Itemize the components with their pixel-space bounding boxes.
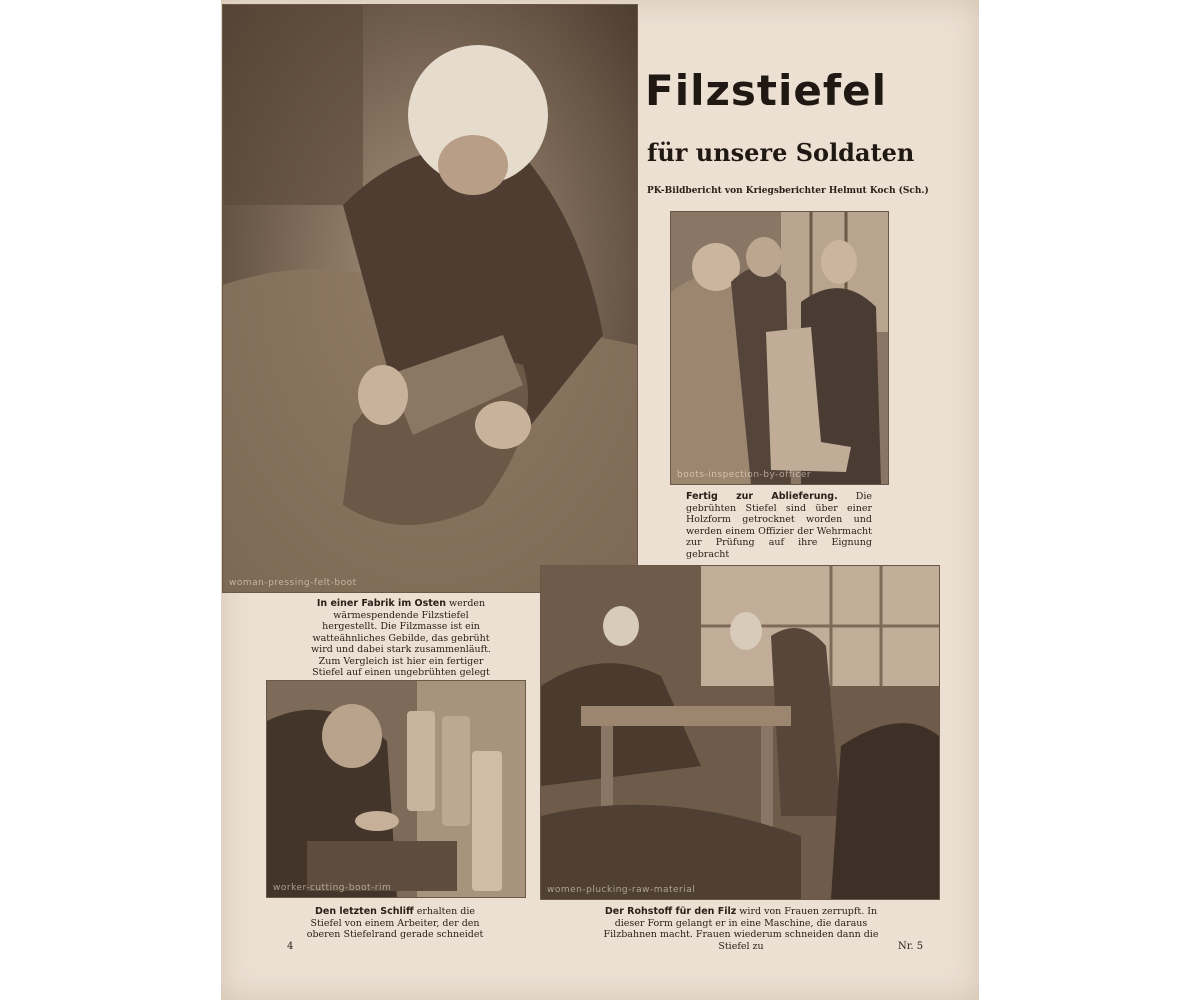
caption-officer [686, 491, 872, 560]
main-photo-label: woman-pressing-felt-boot [229, 578, 357, 588]
photo-officer-inspection [670, 211, 889, 485]
photo-woman-pressing-boot [222, 4, 638, 593]
caption-raw [598, 906, 884, 952]
caption-raw-body: wird von Frauen zerrupft. In dieser Form gelangt er in eine Maschine, die daraus Filzbahnen macht. Frauen wiederum schneiden dann die Stiefel zu [603, 906, 879, 952]
photo-raw-material [540, 565, 940, 900]
officer-photo-image [671, 212, 888, 484]
caption-officer-lead: Fertig zur Ablieferung. [686, 491, 838, 502]
grinding-photo-image [267, 681, 525, 897]
officer-photo-label: boots-inspection-by-officer [677, 470, 812, 480]
caption-officer-body: Die gebrühten Stiefel sind über einer Holzform getrocknet worden und werden einem Offizier der Wehrmacht zur Prüfung auf ihre Eignung gebracht [686, 491, 873, 560]
caption-raw-lead: Der Rohstoff für den Filz [604, 906, 737, 917]
article-title: Filzstiefel [645, 66, 888, 115]
raw-photo-image [541, 566, 939, 899]
caption-factory-body: werden wärmespendende Filzstiefel hergestellt. Die Filzmasse ist ein watteähnliches Gebilde, das gebrüht wird und dabei stark zusammenläuft. Zum Vergleich ist hier ein fertiger Stiefel auf einen ungebrühten gelegt [311, 598, 491, 678]
issue-number: Nr. 5 [898, 941, 924, 952]
photo-worker-grinding [266, 680, 526, 898]
caption-factory-lead: In einer Fabrik im Osten [316, 598, 446, 609]
main-photo-image [223, 5, 637, 592]
article-subtitle: für unsere Soldaten [647, 138, 915, 167]
caption-factory [308, 598, 494, 679]
grinding-photo-label: worker-cutting-boot-rim [273, 883, 392, 893]
caption-grinding [300, 906, 490, 941]
raw-photo-label: women-plucking-raw-material [547, 885, 696, 895]
caption-grinding-lead: Den letzten Schliff [315, 906, 414, 917]
page-number: 4 [287, 941, 294, 952]
caption-grinding-body: erhalten die Stiefel von einem Arbeiter, der den oberen Stiefelrand gerade schneidet [306, 906, 484, 940]
article-byline: PK-Bildbericht von Kriegsberichter Helmut Koch (Sch.) [647, 186, 929, 196]
